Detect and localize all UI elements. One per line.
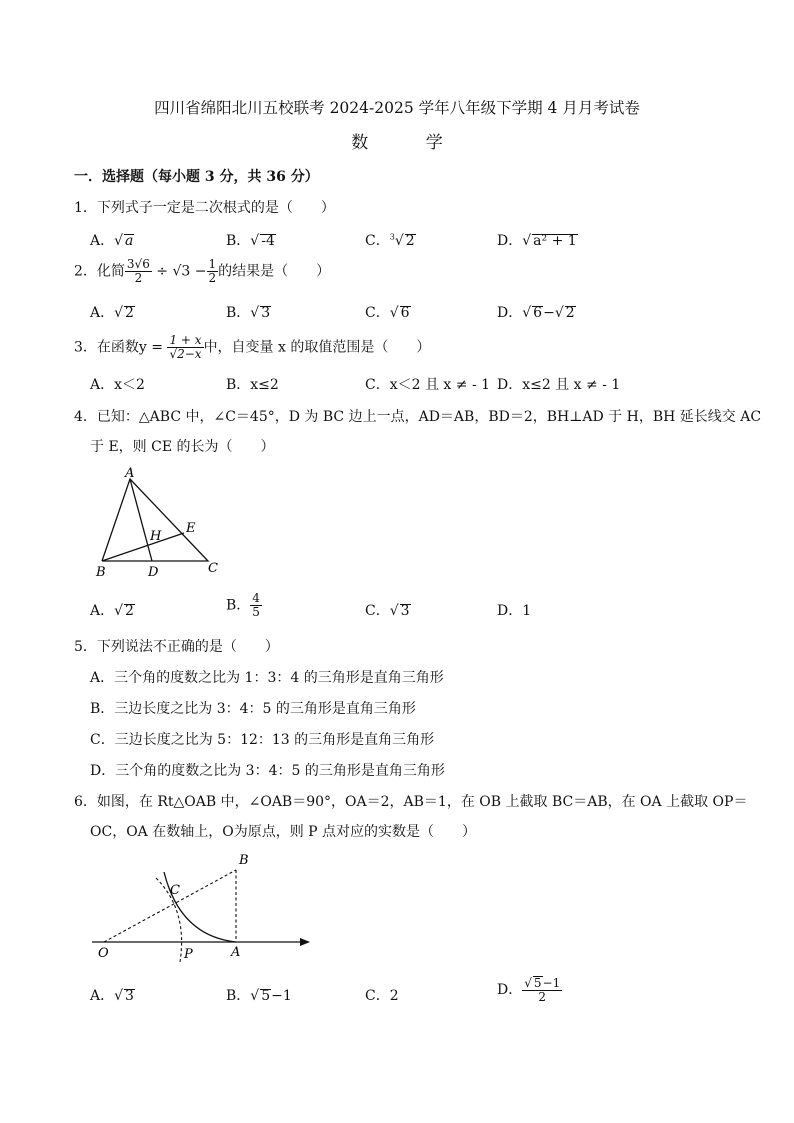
triangle-figure — [88, 466, 228, 582]
radicand: 5 — [533, 976, 542, 990]
radicand: 3 — [125, 988, 134, 1004]
q2-option-d: D．√ 6−√ 2 — [497, 305, 575, 321]
label-e: E — [186, 521, 196, 536]
label-b: B — [96, 565, 106, 580]
question-6-line-2: OC，OA 在数轴上，O为原点，则 P 点对应的实数是（ ） — [90, 824, 477, 840]
label-a: A — [231, 945, 241, 960]
radicand: -4 — [261, 233, 275, 249]
radicand: 6 — [400, 305, 410, 321]
label-c: C — [170, 883, 180, 898]
label-p: P — [184, 947, 193, 962]
radicand: 3 — [261, 305, 271, 321]
q6-option-d — [497, 976, 562, 1004]
q6-option-b: B．√ 5−1 — [226, 988, 292, 1004]
minus-sign: − — [543, 305, 555, 321]
q2-mid-text: ÷ √3 − — [156, 263, 207, 280]
q1-option-d: D．√ a² + 1 — [497, 233, 577, 249]
fraction — [167, 334, 203, 361]
q1-option-b: B．√ -4 — [226, 233, 275, 249]
label-a: A — [125, 466, 135, 481]
question-3-stem — [74, 334, 430, 361]
option-letter: B． — [226, 597, 251, 614]
radicand: 2 — [565, 305, 575, 321]
fraction — [125, 258, 152, 285]
q3-option-c: C．x＜2 且 x ≠ - 1 — [365, 377, 491, 393]
question-5-stem: 5．下列说法不正确的是（ ） — [74, 639, 279, 655]
q5-option-a: A．三个角的度数之比为 1：3：4 的三角形是直角三角形 — [90, 670, 444, 686]
q6-option-a: A．√ 3 — [90, 988, 134, 1004]
option-letter: D． — [497, 982, 523, 998]
radicand: a² + 1 — [533, 233, 577, 249]
option-letter: C． — [365, 603, 390, 619]
q2-option-c: C．√ 6 — [365, 305, 410, 321]
radicand: 5 — [261, 988, 271, 1004]
option-letter: C． — [365, 233, 390, 249]
number-line-figure — [88, 850, 314, 962]
label-o: O — [98, 946, 109, 961]
q2-pre-text: 2．化简 — [74, 263, 125, 280]
option-letter: B． — [226, 305, 251, 321]
subject-title: 数 学 — [351, 133, 469, 153]
q2-option-a: A．√ 2 — [90, 305, 134, 321]
numerator: 3√6 — [126, 257, 150, 271]
q4-option-c: C．√ 3 — [365, 603, 410, 619]
minus-one: −1 — [271, 988, 292, 1004]
denominator: 5 — [252, 605, 260, 619]
q2-option-b: B．√ 3 — [226, 305, 271, 321]
q5-option-c: C．三边长度之比为 5：12：13 的三角形是直角三角形 — [90, 732, 435, 748]
root-index: 3 — [389, 232, 395, 242]
denominator: 2 — [134, 271, 143, 285]
radicand: 2 — [125, 603, 134, 619]
option-letter: A． — [90, 305, 115, 321]
q3-option-d: D．x≤2 且 x ≠ - 1 — [497, 377, 621, 393]
radicand: 3 — [400, 603, 410, 619]
q2-post-text: 的结果是（ ） — [218, 263, 331, 280]
option-letter: D． — [497, 305, 523, 321]
option-letter: C． — [365, 305, 390, 321]
q4-option-a: A．√ 2 — [90, 603, 134, 619]
fraction — [522, 976, 562, 1004]
question-2-stem — [74, 258, 330, 285]
numerator: √ 5−1 — [524, 976, 561, 990]
exam-title: 四川省绵阳北川五校联考 2024-2025 学年八年级下学期 4 月月考试卷 — [154, 99, 640, 117]
denominator: √2−x — [169, 347, 202, 361]
question-6-line-1: 6．如图，在 Rt△OAB 中，∠OAB＝90°，OA＝2，AB＝1，在 OB 上截取 BC＝AB，在 OA 上截取 OP＝ — [74, 794, 748, 810]
q1-option-a: A．√ a — [90, 233, 134, 249]
radicand: 6 — [533, 305, 543, 321]
numerator: 1 + x — [167, 334, 203, 348]
label-c: C — [208, 561, 218, 576]
section-heading: 一．选择题（每小题 3 分，共 36 分） — [74, 169, 319, 185]
q4-option-b — [226, 592, 262, 619]
question-4-line-2: 于 E，则 CE 的长为（ ） — [90, 439, 275, 455]
q3-post-text: 中，自变量 x 的取值范围是（ ） — [203, 339, 431, 356]
q6-option-c: C．2 — [365, 988, 399, 1004]
denominator: 2 — [208, 271, 217, 285]
radicand: 2 — [125, 305, 134, 321]
option-letter: A． — [90, 988, 115, 1004]
option-letter: B． — [226, 233, 251, 249]
option-letter: B． — [226, 988, 251, 1004]
q5-option-d: D．三个角的度数之比为 3：4：5 的三角形是直角三角形 — [90, 763, 445, 779]
q5-option-b: B．三边长度之比为 3：4：5 的三角形是直角三角形 — [90, 701, 416, 717]
option-letter: D． — [497, 233, 523, 249]
minus-one: −1 — [542, 976, 561, 990]
q3-pre-text: 3．在函数y = — [74, 339, 163, 356]
option-letter: A． — [90, 233, 115, 249]
question-4-line-1: 4．已知：△ABC 中，∠C＝45°，D 为 BC 边上一点，AD＝AB，BD＝2，BH⊥AD 于 H，BH 延长线交 AC — [74, 409, 762, 425]
question-1-stem: 1．下列式子一定是二次根式的是（ ） — [74, 200, 335, 216]
radicand: a — [125, 233, 134, 249]
label-d: D — [148, 565, 159, 580]
numerator: 1 — [208, 257, 217, 271]
q4-option-d: D．1 — [497, 603, 532, 619]
radicand: 2 — [405, 233, 415, 249]
q3-option-a: A．x＜2 — [90, 377, 145, 393]
numerator: 4 — [252, 591, 260, 605]
option-letter: A． — [90, 603, 115, 619]
label-b: B — [239, 853, 249, 868]
q1-option-c: C．$^3$√ 2 — [365, 232, 415, 249]
denominator: 2 — [538, 990, 547, 1004]
fraction-sqrt — [207, 258, 219, 285]
label-h: H — [150, 529, 162, 544]
fraction — [250, 592, 262, 619]
q3-option-b: B．x≤2 — [226, 377, 279, 393]
